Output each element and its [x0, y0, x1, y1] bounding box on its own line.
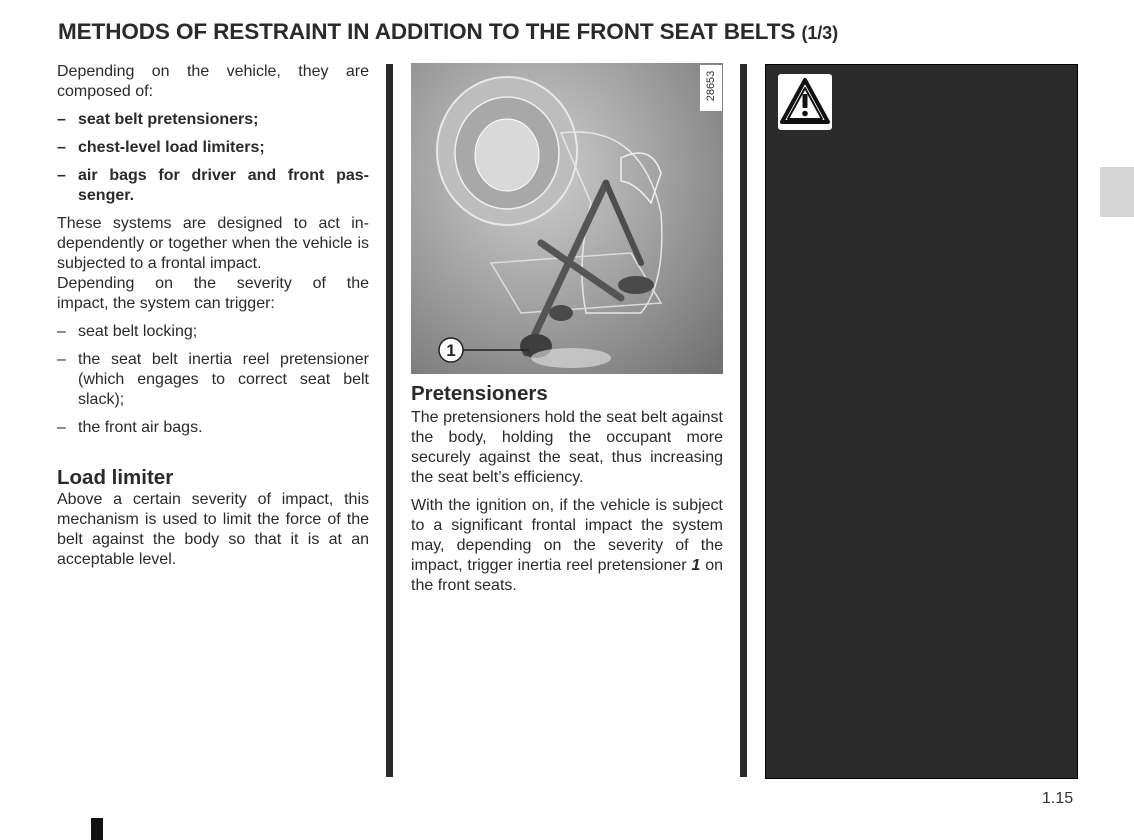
figure-callout-1: 1 — [446, 341, 456, 360]
column-divider — [740, 64, 747, 777]
list-item: – chest-level load limiters; — [57, 139, 265, 156]
figure-reference: 28653 — [700, 65, 722, 111]
page-number: 1.15 — [1042, 790, 1074, 807]
pretensioners-ignition-text: With the ignition on, if the vehicle is subject to a significant frontal impact the system may, depending on the severity of the impact, trigger inertia reel pretensioner 1 on the front seats. — [411, 497, 723, 594]
load-limiter-heading: Load limiter — [57, 466, 174, 489]
triggers-list — [57, 322, 369, 438]
systems-text-trigger: impact, the system can trigger: — [57, 295, 275, 312]
seat-airbag-illustration — [411, 63, 723, 374]
pretensioner-ref: 1 — [691, 557, 701, 574]
warning-triangle-icon — [778, 74, 832, 130]
systems-text-severity: Depending on the severity of the — [57, 275, 369, 292]
column-divider — [386, 64, 393, 777]
intro-text: Depending on the vehicle, they are composed of: — [57, 63, 369, 100]
left-column — [57, 62, 369, 578]
pretensioners-heading: Pretensioners — [411, 382, 548, 405]
page-title-suffix: (1/3) — [801, 23, 838, 43]
pretensioners-text: The pretensioners hold the seat belt against the body, holding the occupant more securely against the seat, thus increasing the seat belt’s efficiency. — [411, 409, 723, 486]
page-title: METHODS OF RESTRAINT IN ADDITION TO THE FRONT SEAT BELTS (1/3) — [58, 19, 838, 44]
list-item: – air bags for driver and front passenger. — [57, 167, 369, 204]
list-item: – seat belt locking; — [57, 323, 198, 340]
seat-airbag-drawing — [411, 63, 723, 374]
load-limiter-text: Above a certain severity of impact, this mechanism is used to limit the force of the belt against the body so that it is at an acceptable level. — [57, 491, 369, 568]
list-item: – the front air bags. — [57, 419, 203, 436]
section-tab — [1100, 167, 1134, 217]
components-list — [57, 110, 369, 206]
systems-text: These systems are designed to act independently or together when the vehicle is subjected to a frontal impact. — [57, 215, 369, 272]
print-mark — [91, 818, 103, 840]
middle-column — [411, 378, 723, 604]
list-item: – the seat belt inertia reel pretensioner (which engages to correct seat belt slack); — [57, 351, 369, 408]
list-item: – seat belt pretensioners; — [57, 111, 259, 128]
warning-panel — [765, 64, 1078, 779]
